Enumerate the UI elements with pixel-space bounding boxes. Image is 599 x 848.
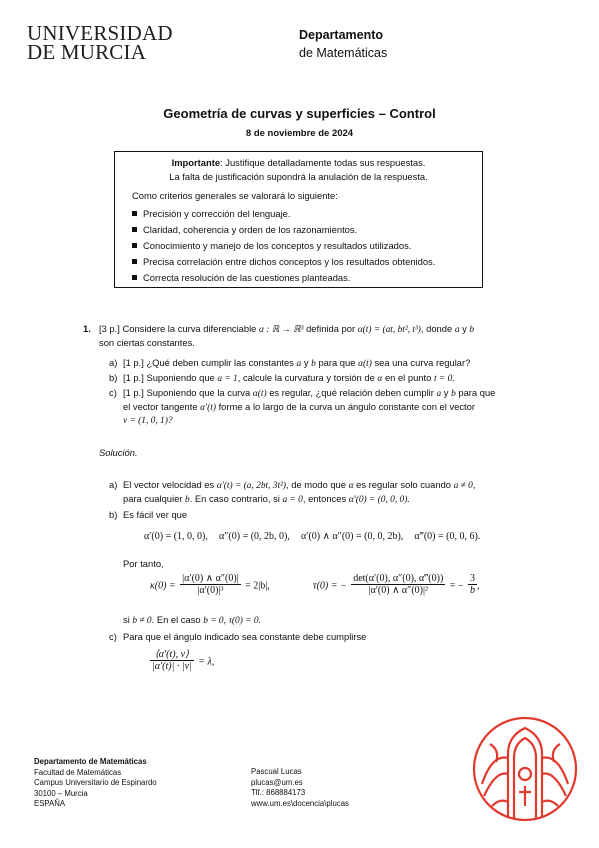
derivatives-equation: α′(0) = (1, 0, 0), α″(0) = (0, 2b, 0), α′(0) ∧ α″(0) = (0, 0, 2b), α‴(0) = (0, 0, 6). [144,531,481,542]
footer-contact: Pascual Lucas plucas@um.es Tlf.: 868884173 www.um.es\docencia\plucas [251,767,349,808]
solution-b-intro: Es fácil ver que [123,509,188,520]
criteria-item: Claridad, coherencia y orden de los razonamientos. [132,223,357,236]
solution-b-therefore: Por tanto, [123,558,164,569]
criteria-intro: Como criterios generales se valorará lo siguiente: [132,190,338,201]
exam-title: Geometría de curvas y superficies – Control [163,106,436,121]
part-b-label: b) [109,372,118,383]
criteria-item: Correcta resolución de las cuestiones planteadas. [132,271,350,284]
part-c-label: c) [109,387,117,398]
footer-address: Departamento de Matemáticas Facultad de Matemáticas Campus Universitario de Espinardo 30100 – Murcia ESPAÑA [34,757,157,808]
curvature-fraction: $\frac{|\alpha'(0) \wedge \alpha''(0)|}{\text{|α′(0)|³}}$ [182,573,239,596]
angle-condition-formula: $\frac{⟨\alpha'(t), v⟩}{|\alpha'(t)| \cdot |v|}$ = λ, [152,649,215,672]
solution-a-text: El vector velocidad es α′(t) = (a, 2bt, 3t²), de modo que α es regular solo cuando a ≠ 0, [123,479,476,491]
solution-a-label: a) [109,479,118,490]
torsion-formula: τ(0) = − $\frac{\det(\alpha'(0), \alpha''(0), \alpha‴(0))}{\text{|α′(0) ∧ α″(0)|²}}$ = − $\frac{3}{b}$ , [313,573,480,596]
solution-label: Solución. [99,447,138,458]
solution-b-conclusion: si b ≠ 0. En el caso b = 0, τ(0) = 0. [123,614,261,626]
part-c-text: [1 p.] Suponiendo que la curva α(t) es regular, ¿qué relación deben cumplir a y b para que [123,387,496,399]
solution-a-text-line2: para cualquier b. En caso contrario, si a = 0, entonces α′(0) = (0, 0, 0). [123,493,410,505]
exam-date: 8 de noviembre de 2024 [245,128,354,139]
department-heading: Departamento de Matemáticas [299,28,388,60]
solution-c-label: c) [109,631,117,642]
part-a-text: [1 p.] ¿Qué deben cumplir las constantes a y b para que α(t) sea una curva regular? [123,357,471,369]
part-b-text: [1 p.] Suponiendo que a = 1, calcule la curvatura y torsión de α en el punto t = 0. [123,372,455,384]
curvature-formula: κ(0) = $\frac{|\alpha'(0) \wedge \alpha''(0)|}{\text{|α′(0)|³}}$ = 2|b|, [150,573,270,596]
problem-number: 1. [83,323,91,334]
important-note: Importante: Justifique detalladamente todas sus respuestas. [171,157,426,168]
part-c-vector: v = (1, 0, 1)? [123,416,173,426]
instructions-box [114,151,483,288]
part-c-text-line2: el vector tangente α′(t) forme a lo largo de la curva un ángulo constante con el vector [123,401,475,413]
university-logo: UNIVERSIDAD DE MURCIA [27,21,173,64]
angle-fraction: $\frac{⟨\alpha'(t), v⟩}{|\alpha'(t)| \cdot |v|}$ [152,649,192,672]
solution-c-text: Para que el ángulo indicado sea constante debe cumplirse [123,631,367,642]
criteria-item: Precisa correlación entre dichos conceptos y los resultados obtenidos. [132,255,435,268]
torsion-fraction: $\frac{\det(\alpha'(0), \alpha''(0), \alpha‴(0))}{\text{|α′(0) ∧ α″(0)|²}}$ [353,573,444,596]
criteria-item: Conocimiento y manejo de los conceptos y resultados utilizados. [132,239,411,252]
criteria-item: Precisión y corrección del lenguaje. [132,207,290,220]
part-a-label: a) [109,357,118,368]
torsion-result-fraction: $\frac{3}{b}$ [469,573,475,596]
important-note-line2: La falta de justificación supondrá la anulación de la respuesta. [169,171,428,182]
problem-statement: [3 p.] Considere la curva diferenciable α : ℝ → ℝ³ definida por α(t) = (at, bt², t³), donde a y b [99,323,475,335]
university-seal-icon [470,714,580,824]
problem-statement-line2: son ciertas constantes. [99,337,195,348]
email-link[interactable]: plucas@um.es [251,777,303,787]
solution-b-label: b) [109,509,118,520]
web-link[interactable]: www.um.es\docencia\plucas [251,798,349,808]
